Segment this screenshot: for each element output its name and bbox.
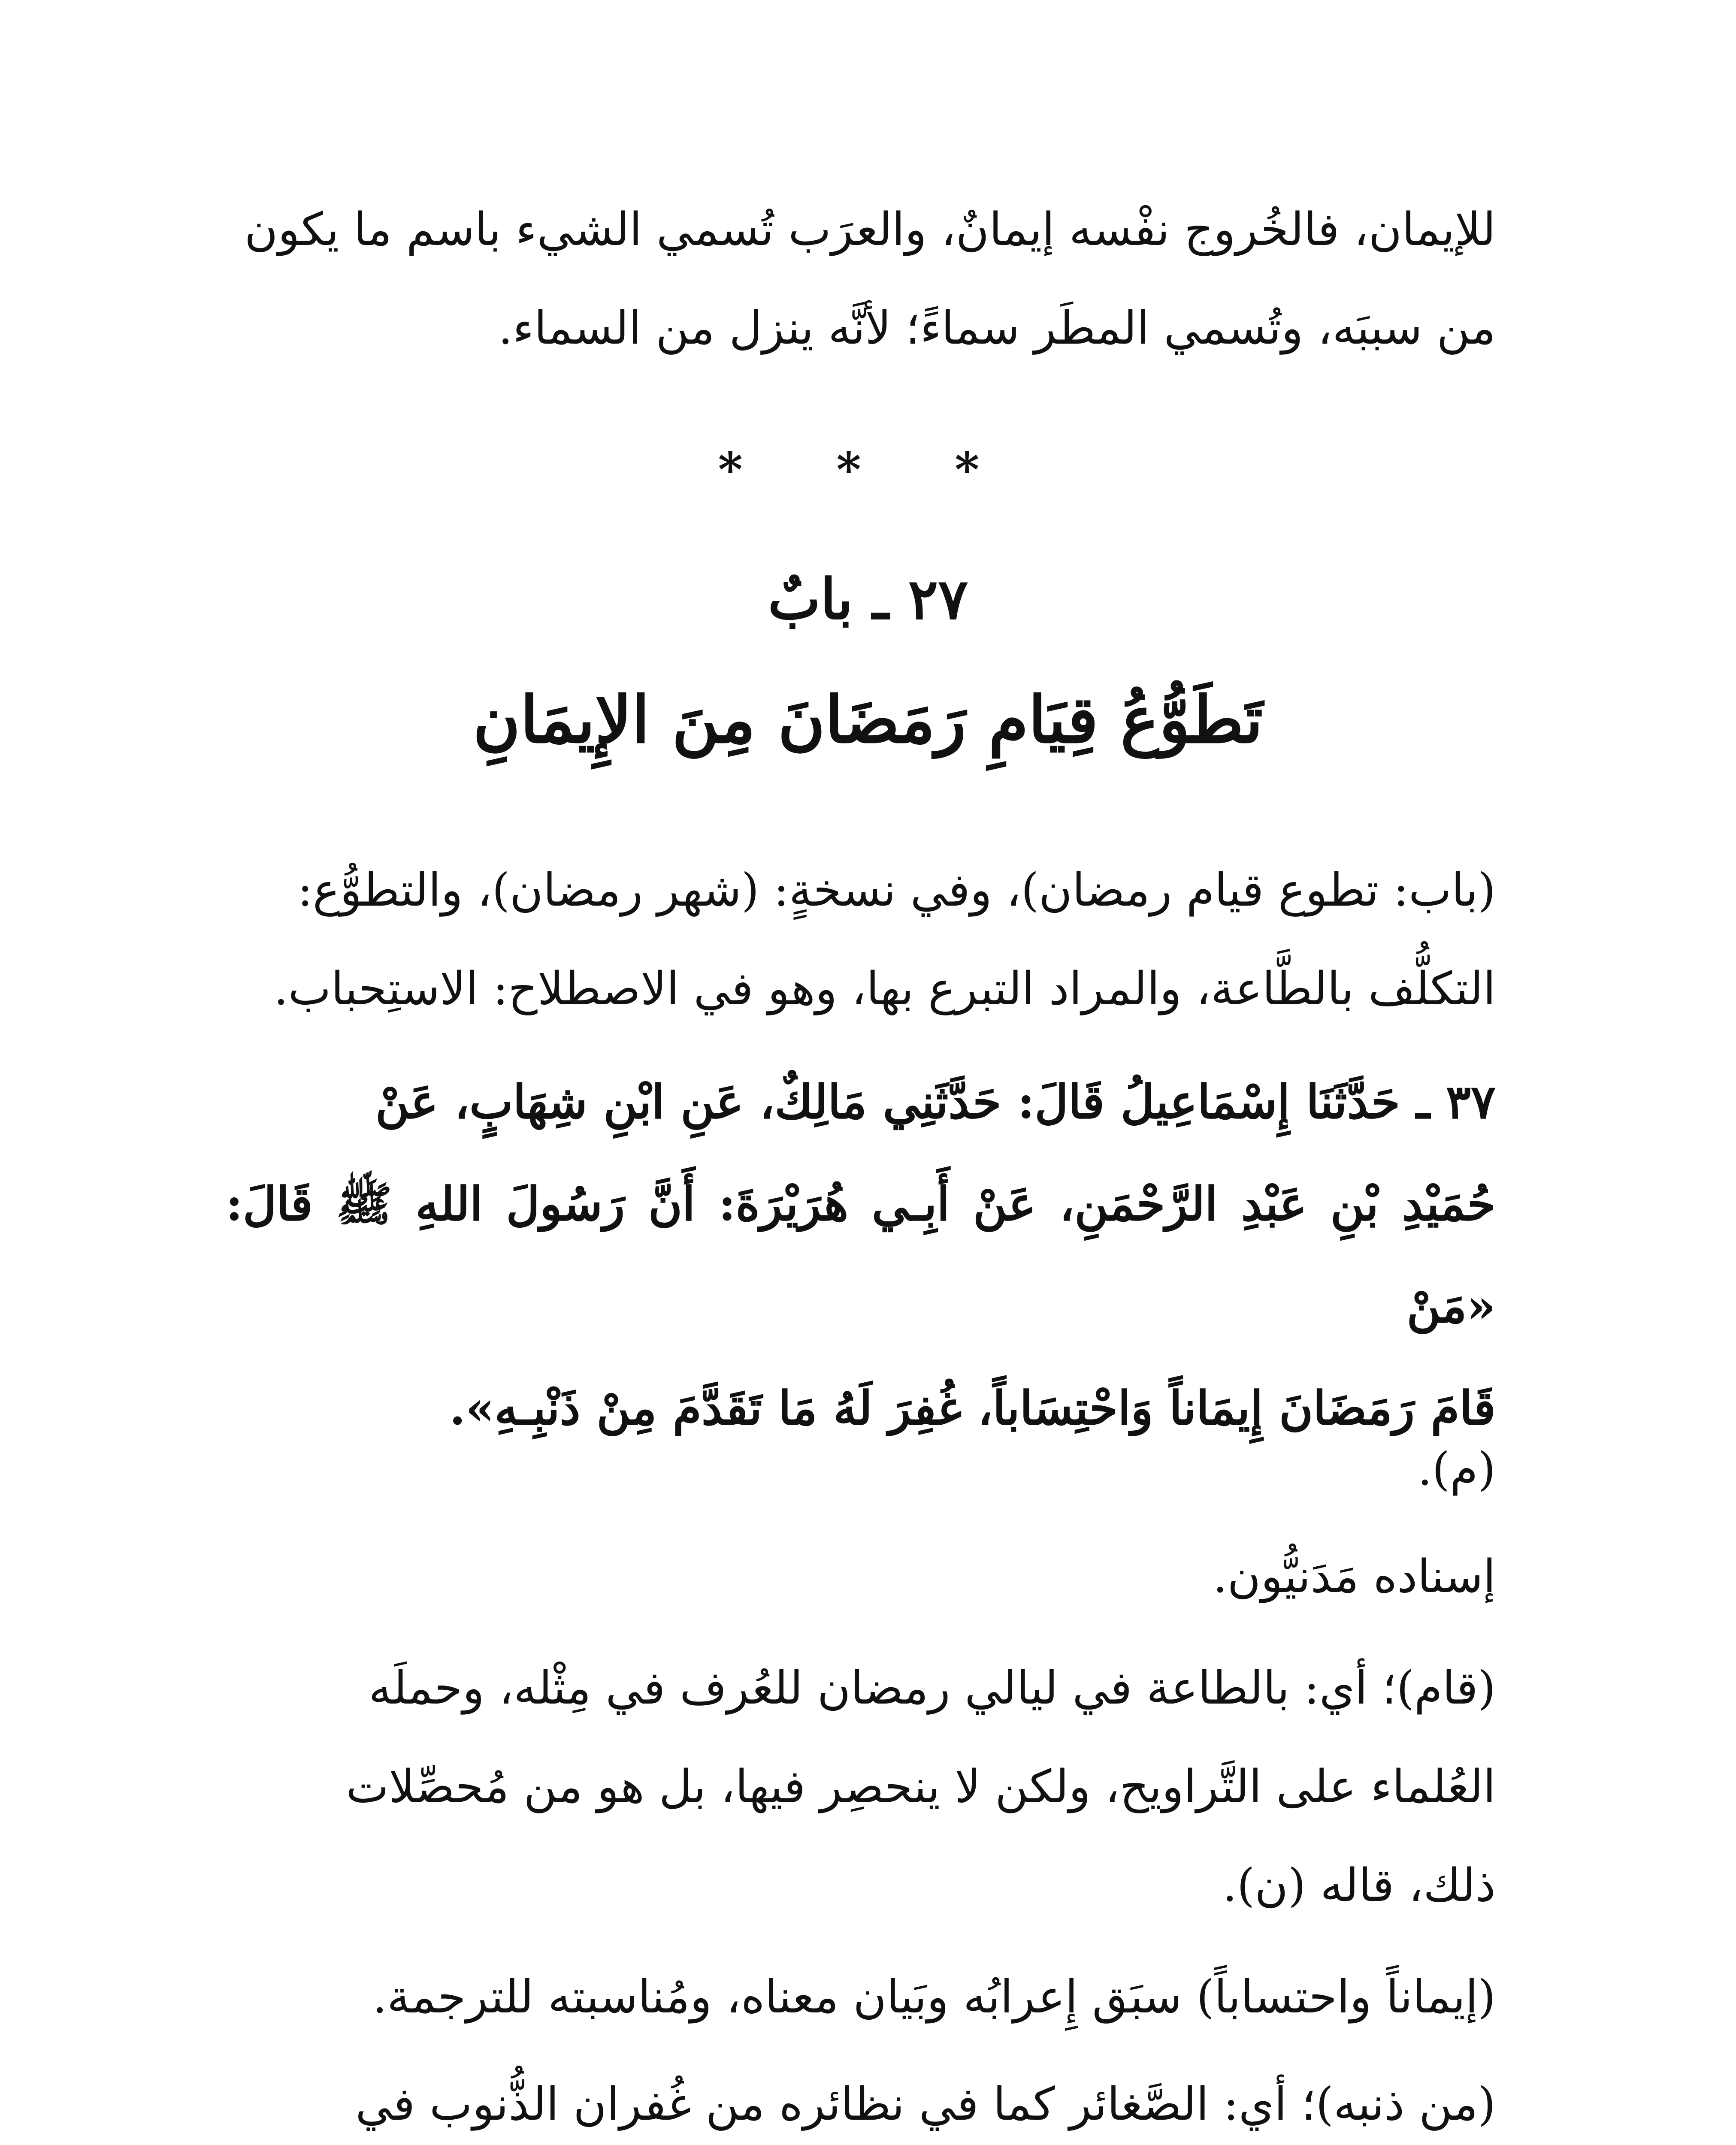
hadith-line: قَامَ رَمَضَانَ إِيمَاناً وَاحْتِسَاباً، غُفِرَ لَهُ مَا تَقَدَّمَ مِنْ ذَنْبِـهِ». (449, 1381, 1496, 1435)
text-line: (من ذنبه)؛ أي: الصَّغائر كما في نظائره من غُفران الذُّنوب في (355, 2078, 1496, 2130)
text-line: (باب: تطوع قيام رمضان)، وفي نسخةٍ: (شهر رمضان)، والتطوُّع: (297, 864, 1496, 916)
text-line: من سببَه، وتُسمي المطَر سماءً؛ لأنَّه ينزل من السماء. (498, 302, 1496, 354)
text-line: إسناده مَدَنيُّون. (1213, 1550, 1496, 1603)
dhanb-paragraph (226, 2055, 1496, 2145)
text-line: ذلك، قاله (ن). (1222, 1859, 1496, 1912)
chapter-title: تَطَوُّعُ قِيَامِ رَمَضَانَ مِنَ الإِيمَانِ (473, 682, 1263, 758)
hadith-line: ٣٧ ـ حَدَّثَنَا إِسْمَاعِيلُ قَالَ: حَدَّثَنِي مَالِكٌ، عَنِ ابْنِ شِهَابٍ، عَنْ (375, 1075, 1496, 1129)
commentary-intro-paragraph (226, 841, 1496, 1038)
intro-paragraph (226, 180, 1496, 378)
chapter-number: ٢٧ ـ بابٌ (768, 566, 968, 632)
section-separator: * * * (718, 442, 1018, 497)
qam-paragraph (226, 1639, 1496, 1935)
hadith-line: حُمَيْدِ بْنِ عَبْدِ الرَّحْمَنِ، عَنْ أَبِـي هُرَيْرَةَ: أَنَّ رَسُولَ اللهِ ﷺ قَالَ: «مَنْ (226, 1177, 1496, 1333)
text-line: (م). (1417, 1443, 1496, 1495)
text-line: (إيماناً واحتساباً) سبَق إِعرابُه وبَيان معناه، ومُناسبته للترجمة. (372, 1970, 1496, 2023)
iman-paragraph (226, 1948, 1496, 2046)
isnad-note (226, 1527, 1496, 1626)
text-line: (قام)؛ أي: بالطاعة في ليالي رمضان للعُرف في مِثْله، وحملَه (369, 1662, 1496, 1714)
text-line: العُلماء على التَّراويح، ولكن لا ينحصِر فيها، بل هو من مُحصِّلات (346, 1760, 1496, 1813)
text-line: للإيمان، فالخُروج نفْسه إيمانٌ، والعرَب تُسمي الشيء باسم ما يكون (244, 203, 1496, 256)
hadith-text (226, 1051, 1496, 1459)
reference-note (226, 1420, 1496, 1519)
text-line: التكلُّف بالطَّاعة، والمراد التبرع بها، وهو في الاصطلاح: الاستِحباب. (274, 962, 1496, 1015)
